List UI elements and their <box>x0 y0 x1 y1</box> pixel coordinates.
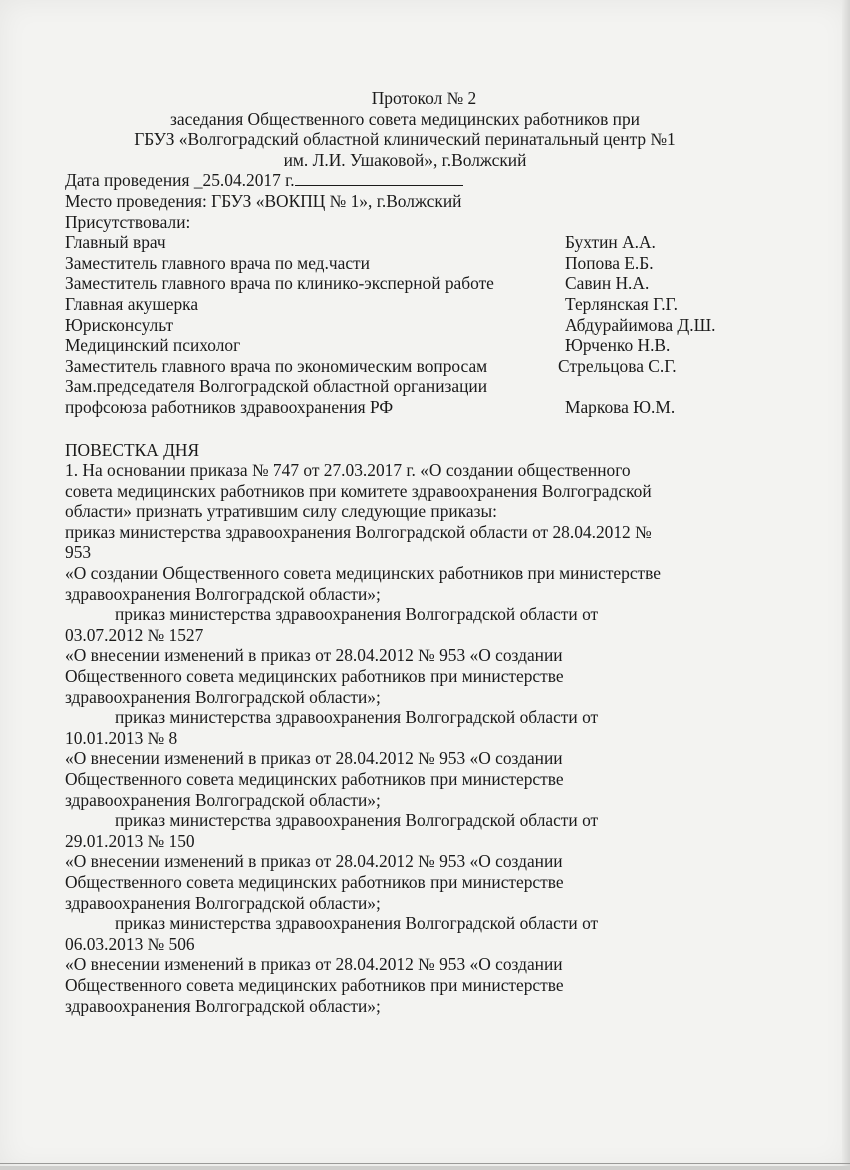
page-bottom-edge <box>0 1166 850 1170</box>
order-line: здравоохранения Волгоградской области»; <box>65 995 381 1016</box>
order-line: здравоохранения Волгоградской области»; <box>65 686 381 707</box>
order-line: «О внесении изменений в приказ от 28.04.2012 № 953 «О создании <box>65 645 563 666</box>
attendee-role: Заместитель главного врача по клинико-эксперной работе <box>65 273 494 294</box>
attendee-row-last <box>65 397 745 418</box>
agenda-heading: ПОВЕСТКА ДНЯ <box>65 439 200 460</box>
order-line: приказ министерства здравоохранения Волгоградской области от <box>115 913 599 934</box>
agenda-item1-line: области» признать утратившим силу следующие приказы: <box>65 501 497 522</box>
attendee-last-name: Маркова Ю.М. <box>565 396 676 417</box>
order-line: Общественного совета медицинских работников при министерстве <box>65 871 564 892</box>
order-line: Общественного совета медицинских работников при министерстве <box>65 974 564 995</box>
attendee-role: Заместитель главного врача по экономическим вопросам <box>65 355 488 376</box>
attendee-row <box>65 253 745 274</box>
attendee-role: Главный врач <box>65 232 166 253</box>
present-label: Присутствовали: <box>65 211 191 232</box>
attendee-last-role-line2: профсоюза работников здравоохранения РФ <box>65 396 394 417</box>
attendee-list <box>65 232 745 417</box>
attendee-last-role-line1: Зам.председателя Волгоградской областной организации <box>65 376 488 397</box>
order-line: 10.01.2013 № 8 <box>65 727 178 748</box>
order-line: здравоохранения Волгоградской области»; <box>65 789 381 810</box>
attendee-role: Заместитель главного врача по мед.части <box>65 252 370 273</box>
protocol-subtitle-line3: им. Л.И. Ушаковой», г.Волжский <box>283 149 527 170</box>
order-line: 953 <box>65 542 92 563</box>
order-line: приказ министерства здравоохранения Волгоградской области от <box>115 604 599 625</box>
attendee-row <box>65 273 745 294</box>
page-edge-shadow <box>842 0 850 1170</box>
order-line: здравоохранения Волгоградской области»; <box>65 892 381 913</box>
order-line: 29.01.2013 № 150 <box>65 830 195 851</box>
attendee-row <box>65 356 745 377</box>
protocol-subtitle-line1: заседания Общественного совета медицинских работников при <box>170 108 640 129</box>
order-line: 03.07.2012 № 1527 <box>65 624 204 645</box>
attendee-role: Юрисконсульт <box>65 314 174 335</box>
order-line: приказ министерства здравоохранения Волгоградской области от 28.04.2012 № <box>65 521 652 542</box>
order-line: «О внесении изменений в приказ от 28.04.2012 № 953 «О создании <box>65 851 563 872</box>
scan-bottom-rule <box>0 1163 850 1164</box>
attendee-role: Медицинский психолог <box>65 335 241 356</box>
attendee-name: Бухтин А.А. <box>565 232 656 253</box>
attendee-name: Попова Е.Б. <box>565 252 654 273</box>
attendee-row <box>65 335 745 356</box>
protocol-title: Протокол № 2 <box>371 88 477 108</box>
attendee-row <box>65 315 745 336</box>
order-line: «О внесении изменений в приказ от 28.04.2012 № 953 «О создании <box>65 954 563 975</box>
attendee-name: Терлянская Г.Г. <box>565 293 678 314</box>
attendee-role: Главная акушерка <box>65 293 199 314</box>
order-line: приказ министерства здравоохранения Волгоградской области от <box>115 707 599 728</box>
protocol-header <box>65 88 745 170</box>
order-line: Общественного совета медицинских работников при министерстве <box>65 666 564 687</box>
section-gap <box>65 418 745 440</box>
agenda-item1-line: 1. На основании приказа № 747 от 27.03.2017 г. «О создании общественного <box>65 460 631 481</box>
document-body <box>65 88 745 1016</box>
order-line: «О создании Общественного совета медицинских работников при министерстве <box>65 563 661 584</box>
protocol-subtitle-line2: ГБУЗ «Волгоградский областной клинический перинатальный центр №1 <box>134 129 676 150</box>
order-line: 06.03.2013 № 506 <box>65 933 195 954</box>
order-line: Общественного совета медицинских работников при министерстве <box>65 769 564 789</box>
order-line: приказ министерства здравоохранения Волгоградской области от <box>115 810 599 831</box>
attendee-row <box>65 232 745 253</box>
attendee-name: Стрельцова С.Г. <box>558 355 677 376</box>
agenda-item1-line: совета медицинских работников при комитете здравоохранения Волгоградской <box>65 480 652 501</box>
order-line: здравоохранения Волгоградской области»; <box>65 583 381 604</box>
attendee-name: Савин Н.А. <box>565 273 650 294</box>
meeting-place: Место проведения: ГБУЗ «ВОКПЦ № 1», г.Волжский <box>65 190 462 211</box>
meeting-date: Дата проведения _25.04.2017 г. <box>65 170 745 191</box>
attendee-name: Абдурайимова Д.Ш. <box>565 314 716 335</box>
agenda-section <box>65 440 745 1017</box>
attendee-name: Юрченко Н.В. <box>565 335 671 356</box>
attendee-row <box>65 294 745 315</box>
order-line: «О внесении изменений в приказ от 28.04.2012 № 953 «О создании <box>65 748 563 769</box>
date-underline <box>295 171 463 186</box>
